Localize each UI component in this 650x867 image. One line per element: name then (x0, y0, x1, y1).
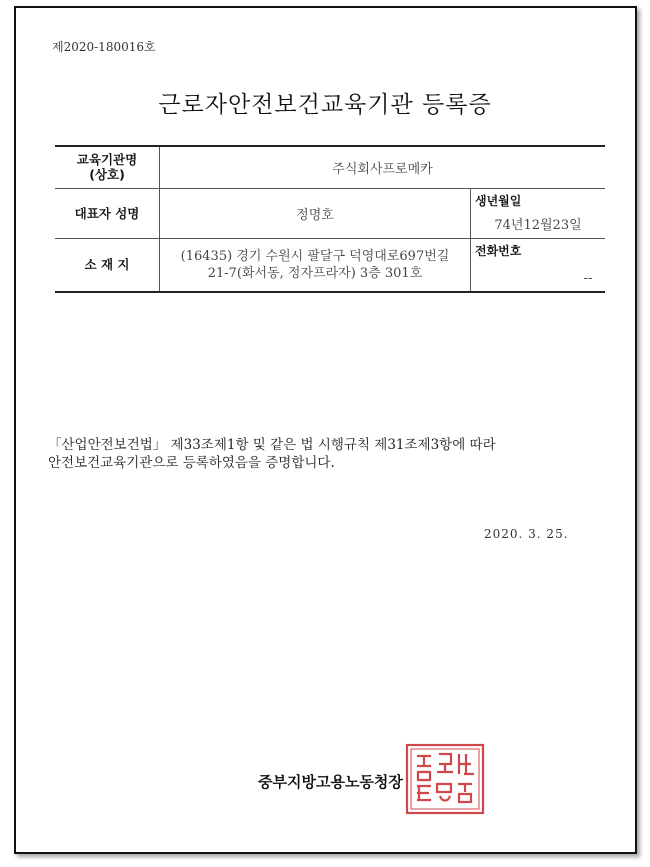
birth-label: 생년월일 (475, 193, 522, 208)
representative-label: 대표자 성명 (55, 188, 160, 238)
institution-label: 교육기관명 (상호) (55, 146, 160, 188)
statement-line-2: 안전보건교육기관으로 등록하였음을 증명합니다. (48, 455, 335, 471)
certification-statement (48, 436, 496, 472)
official-seal-icon (404, 742, 486, 816)
representative-value: 정명호 (160, 188, 471, 238)
birth-cell (471, 188, 606, 238)
birth-value: 74년12월23일 (494, 217, 582, 233)
issue-date: 2020. 3. 25. (484, 527, 569, 541)
info-table (55, 145, 605, 293)
location-line-2: 21-7(화서동, 정자프라자) 3층 301호 (207, 265, 423, 281)
phone-value: -- (583, 271, 593, 286)
certificate-frame (14, 6, 637, 854)
issuer-name: 중부지방고용노동청장 (258, 773, 403, 791)
phone-cell (471, 238, 606, 292)
location-value (160, 238, 471, 292)
institution-value: 주식회사프로메카 (160, 146, 606, 188)
location-line-1: (16435) 경기 수원시 팔달구 덕영대로697번길 (180, 248, 450, 264)
phone-label: 전화번호 (475, 243, 522, 258)
statement-line-1: 「산업안전보건법」 제33조제1항 및 같은 법 시행규칙 제31조제3항에 따라 (48, 437, 496, 453)
registration-number: 제2020-180016호 (52, 40, 156, 54)
location-label: 소 재 지 (55, 238, 160, 292)
certificate-title: 근로자안전보건교육기관 등록증 (158, 92, 492, 118)
